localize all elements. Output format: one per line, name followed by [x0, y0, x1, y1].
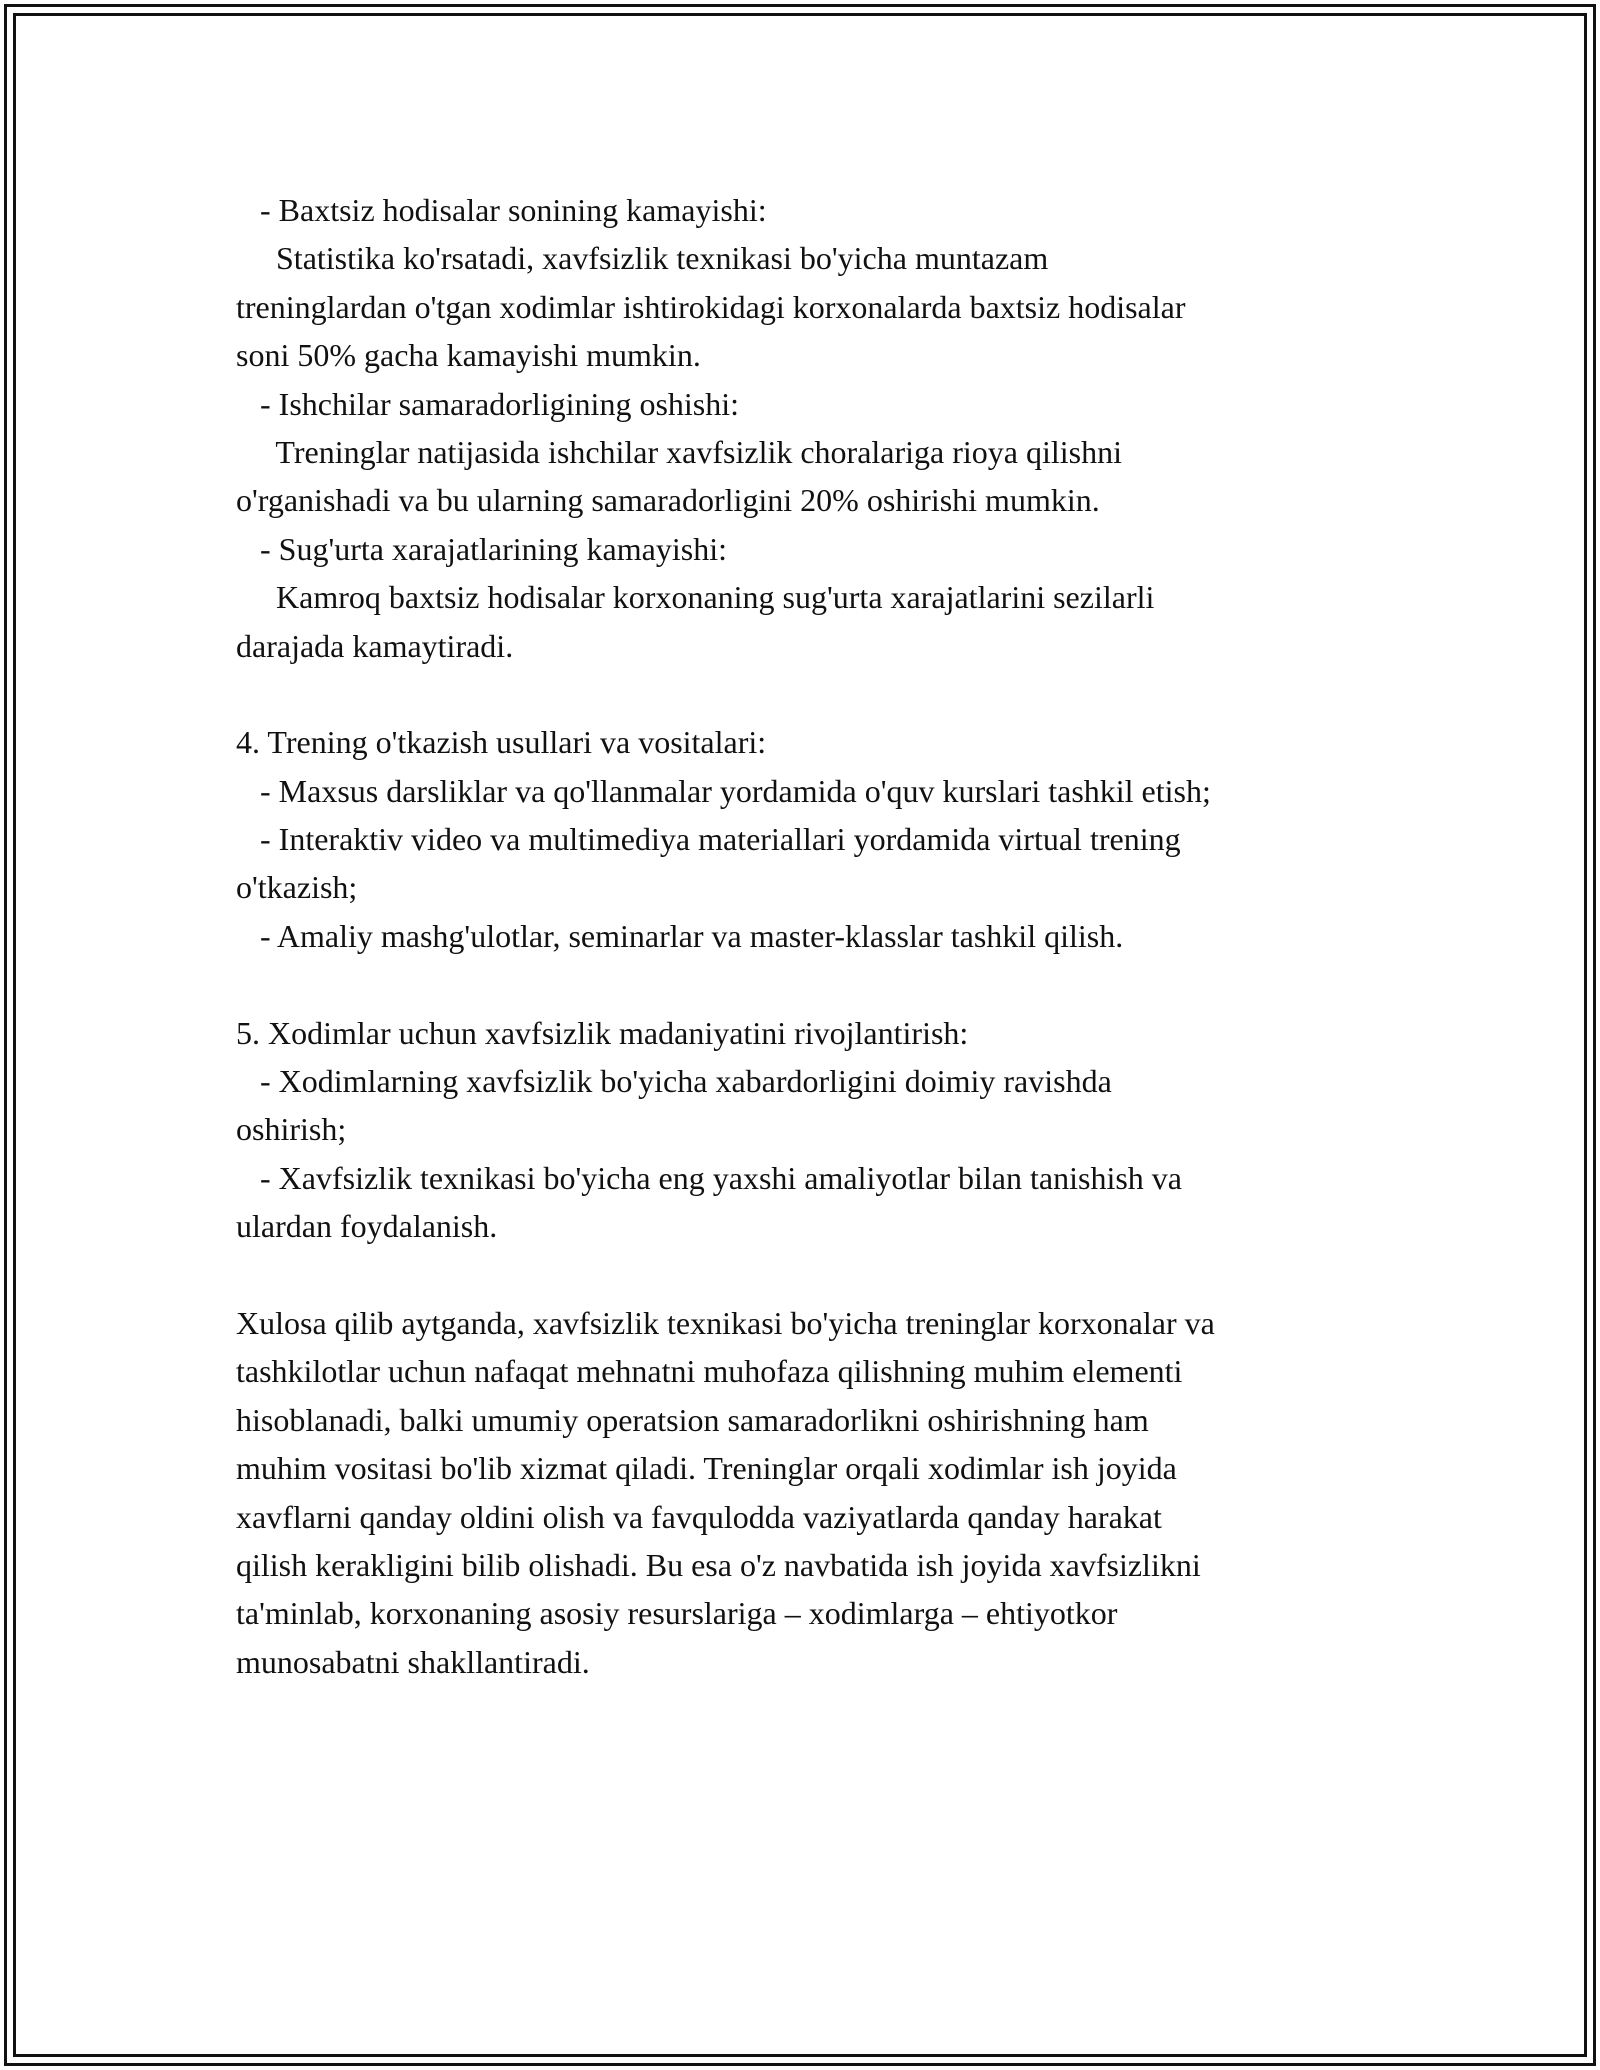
section-heading: 4. Trening o'tkazish usullari va vositalari:	[236, 724, 767, 761]
text-line: Treninglar natijasida ishchilar xavfsizlik choralariga rioya qilishni	[236, 433, 1123, 470]
conclusion-line: xavflarni qanday oldini olish va favqulodda vaziyatlarda qanday harakat	[236, 1498, 1162, 1535]
text-line: Statistika ko'rsatadi, xavfsizlik texnikasi bo'yicha muntazam	[236, 240, 1049, 277]
conclusion-line: munosabatni shakllantiradi.	[236, 1643, 590, 1680]
blank-line	[236, 670, 1376, 718]
text-line: - Ishchilar samaradorligining oshishi:	[236, 385, 740, 422]
conclusion-line: tashkilotlar uchun nafaqat mehnatni muhofaza qilishning muhim elementi	[236, 1353, 1183, 1390]
text-line: - Baxtsiz hodisalar sonining kamayishi:	[236, 192, 767, 228]
blank-line	[236, 960, 1376, 1008]
text-line: - Xavfsizlik texnikasi bo'yicha eng yaxshi amaliyotlar bilan tanishish va	[236, 1159, 1182, 1196]
text-line: soni 50% gacha kamayishi mumkin.	[236, 337, 701, 374]
text-line: ulardan foydalanish.	[236, 1208, 498, 1245]
blank-line	[236, 1251, 1376, 1299]
text-line: o'rganishadi va bu ularning samaradorligini 20% oshirishi mumkin.	[236, 482, 1100, 519]
text-line: oshirish;	[236, 1111, 347, 1148]
conclusion-line: qilish kerakligini bilib olishadi. Bu esa o'z navbatida ish joyida xavfsizlikni	[236, 1546, 1201, 1583]
conclusion-line: muhim vositasi bo'lib xizmat qiladi. Treninglar orqali xodimlar ish joyida	[236, 1450, 1177, 1487]
conclusion-line: hisoblanadi, balki umumiy operatsion samaradorlikni oshirishning ham	[236, 1401, 1149, 1438]
text-line: - Maxsus darsliklar va qo'llanmalar yordamida o'quv kurslari tashkil etish;	[236, 772, 1211, 809]
text-line: Kamroq baxtsiz hodisalar korxonaning sug'urta xarajatlarini sezilarli	[236, 579, 1155, 616]
text-line: darajada kamaytiradi.	[236, 627, 514, 664]
document-body	[236, 186, 1376, 1686]
text-line: - Xodimlarning xavfsizlik bo'yicha xabardorligini doimiy ravishda	[236, 1063, 1112, 1100]
text-line: - Amaliy mashg'ulotlar, seminarlar va master-klasslar tashkil qilish.	[236, 917, 1124, 954]
conclusion-line: ta'minlab, korxonaning asosiy resurslariga – xodimlarga – ehtiyotkor	[236, 1595, 1118, 1632]
conclusion-line: Xulosa qilib aytganda, xavfsizlik texnikasi bo'yicha treninglar korxonalar va	[236, 1304, 1215, 1341]
text-line: - Interaktiv video va multimediya materiallari yordamida virtual trening	[236, 821, 1181, 858]
section-heading: 5. Xodimlar uchun xavfsizlik madaniyatini rivojlantirish:	[236, 1014, 969, 1051]
text-line: treninglardan o'tgan xodimlar ishtirokidagi korxonalarda baxtsiz hodisalar	[236, 288, 1186, 325]
text-line: o'tkazish;	[236, 869, 358, 906]
text-line: - Sug'urta xarajatlarining kamayishi:	[236, 530, 727, 567]
